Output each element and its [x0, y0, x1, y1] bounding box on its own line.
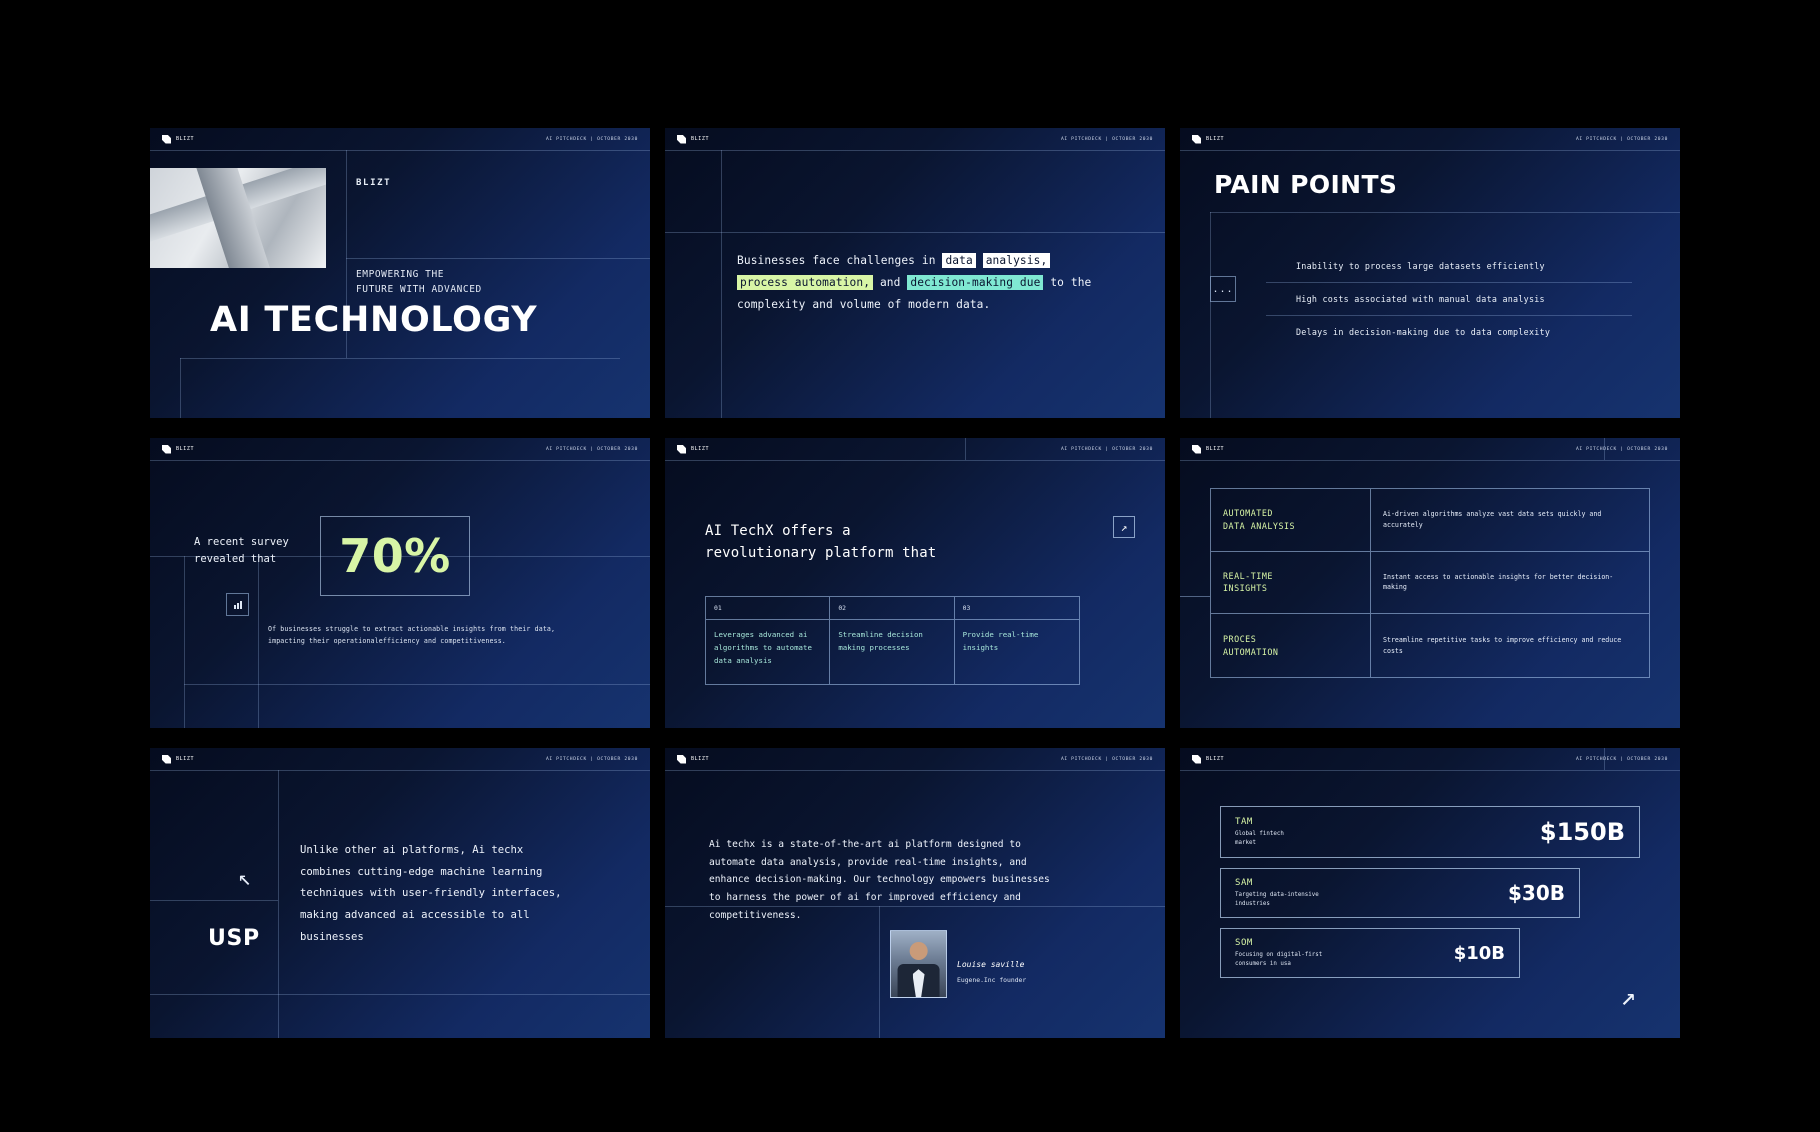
pain-point-list [1266, 250, 1632, 348]
capability-key-line1: PROCES [1223, 634, 1257, 645]
deck-meta: AI PITCHDECK | OCTOBER 2030 [1060, 446, 1153, 452]
logo-mark-icon [1192, 755, 1201, 764]
brand-logo [677, 445, 709, 454]
market-row-text [1235, 938, 1322, 968]
slide-4-statistic[interactable] [150, 438, 650, 728]
divider [184, 556, 185, 728]
market-value: $10B [1453, 942, 1505, 964]
text-part: Businesses face challenges in [737, 254, 943, 267]
market-label: TAM [1235, 816, 1253, 827]
slide-header [665, 128, 1165, 150]
capability-key-line2: INSIGHTS [1223, 583, 1268, 594]
market-sub-line1: Global fintech [1235, 830, 1284, 837]
highlight-decision-making: decision-making due [907, 275, 1043, 290]
list-item: Inability to process large datasets efficiently [1266, 250, 1632, 283]
usp-label: USP [208, 926, 260, 951]
slide-3-pain-points[interactable] [1180, 128, 1680, 418]
brand-name: BLIZT [691, 446, 710, 452]
logo-mark-icon [162, 135, 171, 144]
deck-meta: AI PITCHDECK | OCTOBER 2030 [1575, 446, 1668, 452]
market-sub-line1: Targeting data-intensive [1235, 891, 1319, 898]
divider [665, 150, 1165, 151]
slide-header [1180, 128, 1680, 150]
cover-subtitle-line2: FUTURE WITH ADVANCED [356, 283, 482, 295]
deck-meta: AI PITCHDECK | OCTOBER 2030 [1575, 756, 1668, 762]
slide-1-cover[interactable] [150, 128, 650, 418]
market-row-tam [1220, 806, 1640, 858]
brand-logo [1192, 755, 1224, 764]
slide-title-line2: revolutionary platform that [705, 545, 937, 562]
capability-key-line2: AUTOMATION [1223, 646, 1279, 657]
text-part: to the complexity and volume of modern data. [737, 275, 1092, 311]
divider [180, 358, 620, 359]
divider [184, 684, 650, 685]
divider [150, 900, 278, 901]
capability-value: Instant access to actionable insights for better decision-making [1371, 552, 1649, 615]
deck-meta: AI PITCHDECK | OCTOBER 2030 [1575, 136, 1668, 142]
deck-meta: AI PITCHDECK | OCTOBER 2030 [1060, 136, 1153, 142]
text-part [976, 254, 983, 267]
capability-key [1211, 614, 1371, 677]
cover-subtitle-line1: EMPOWERING THE [356, 269, 445, 280]
divider [1180, 460, 1680, 461]
capability-key-text [1223, 507, 1295, 532]
ellipsis-icon: ... [1210, 276, 1236, 302]
feature-number: 02 [830, 597, 954, 620]
capability-key-line1: REAL-TIME [1223, 570, 1273, 581]
divider [1180, 596, 1210, 597]
deck-meta: AI PITCHDECK | OCTOBER 2030 [545, 756, 638, 762]
market-sub-line2: market [1235, 839, 1256, 846]
brand-name: BLIZT [1206, 136, 1225, 142]
slide-header [1180, 438, 1680, 460]
slide-header [150, 748, 650, 770]
slide-header [665, 748, 1165, 770]
statistic-note: Of businesses struggle to extract actionable insights from their data, impacting their operationalefficiency and competitiveness. [268, 625, 556, 646]
divider [1180, 770, 1680, 771]
slide-header [1180, 748, 1680, 770]
survey-lead-line1: A recent survey [194, 536, 289, 548]
cover-brand-label: BLIZT [356, 178, 392, 188]
brand-logo [1192, 445, 1224, 454]
problem-statement [737, 250, 1103, 316]
divider [150, 460, 650, 461]
brand-logo [1192, 135, 1224, 144]
market-value: $30B [1508, 881, 1565, 905]
divider [258, 556, 259, 728]
slide-9-market-size[interactable] [1180, 748, 1680, 1038]
slide-title [705, 520, 1015, 565]
brand-name: BLIZT [176, 446, 195, 452]
highlight-analysis: analysis, [983, 253, 1051, 268]
brand-name: BLIZT [176, 136, 195, 142]
capability-key-text [1223, 570, 1273, 595]
list-item: High costs associated with manual data analysis [1266, 283, 1632, 316]
market-label: SOM [1235, 937, 1253, 948]
divider [879, 906, 880, 1038]
usp-body: Unlike other ai platforms, Ai techx combines cutting-edge machine learning techniques with user-friendly interfaces, making advanced ai accessible to all businesses [300, 844, 562, 943]
slide-header [665, 438, 1165, 460]
deck-meta: AI PITCHDECK | OCTOBER 2030 [1060, 756, 1153, 762]
brand-logo [162, 445, 194, 454]
statistic-value: 70% [320, 516, 470, 596]
feature-text: Leverages advanced ai algorithms to automate data analysis [706, 620, 830, 684]
brand-name: BLIZT [691, 756, 710, 762]
feature-table [705, 596, 1080, 685]
brand-logo [677, 135, 709, 144]
divider [278, 770, 279, 1038]
market-sub-line2: industries [1235, 900, 1270, 907]
slide-5-platform[interactable] [665, 438, 1165, 728]
divider [180, 358, 181, 418]
market-row-text [1235, 878, 1319, 908]
capability-key-line2: DATA ANALYSIS [1223, 520, 1296, 531]
slide-6-capabilities[interactable] [1180, 438, 1680, 728]
market-sub-line1: Focusing on digital-first [1235, 951, 1323, 958]
survey-lead [194, 534, 319, 568]
divider [1210, 212, 1211, 418]
market-value: $150B [1539, 818, 1625, 846]
survey-lead-line2: revealed that [194, 552, 277, 565]
highlight-data: data [942, 253, 975, 268]
avatar-head [909, 942, 928, 960]
divider [665, 460, 1165, 461]
cover-title: AI TECHNOLOGY [210, 300, 538, 340]
capability-value: Streamline repetitive tasks to improve efficiency and reduce costs [1383, 635, 1622, 655]
divider [1604, 748, 1605, 770]
market-row-text [1235, 817, 1284, 847]
slide-header [150, 128, 650, 150]
market-label: SAM [1235, 877, 1253, 888]
arrow-up-right-icon[interactable]: ↗ [1113, 516, 1135, 538]
avatar [890, 930, 947, 998]
slide-8-about[interactable] [665, 748, 1165, 1038]
market-sub-line2: consumers in usa [1235, 960, 1291, 967]
arrow-up-left-icon: ↖ [238, 866, 252, 891]
divider [1604, 438, 1605, 460]
page-title: PAIN POINTS [1214, 170, 1398, 199]
capability-value: Ai-driven algorithms analyze vast data sets quickly and accurately [1371, 489, 1649, 552]
logo-mark-icon [677, 445, 686, 454]
market-row-sam [1220, 868, 1580, 918]
logo-mark-icon [1192, 135, 1201, 144]
divider [965, 438, 966, 460]
logo-mark-icon [162, 445, 171, 454]
chart-bar-icon [226, 593, 249, 616]
divider [150, 994, 650, 995]
logo-mark-icon [162, 755, 171, 764]
divider [665, 232, 1165, 233]
text-part: and [873, 275, 908, 289]
slide-deck-grid [150, 128, 1690, 1038]
deck-meta: AI PITCHDECK | OCTOBER 2030 [545, 136, 638, 142]
person-role: Eugene.Inc founder [957, 976, 1027, 984]
deck-meta: AI PITCHDECK | OCTOBER 2030 [545, 446, 638, 452]
cover-image [150, 168, 326, 268]
capability-key-line1: AUTOMATED [1223, 508, 1273, 519]
capability-key-text [1223, 633, 1278, 658]
list-item: Delays in decision-making due to data complexity [1296, 327, 1551, 337]
brand-name: BLIZT [1206, 756, 1225, 762]
logo-mark-icon [677, 755, 686, 764]
market-row-som [1220, 928, 1520, 978]
logo-mark-icon [677, 135, 686, 144]
feature-text: Streamline decision making processes [830, 620, 954, 684]
highlight-process-automation: process automation, [737, 275, 873, 290]
slide-header [150, 438, 650, 460]
brand-logo [162, 755, 194, 764]
brand-name: BLIZT [1206, 446, 1225, 452]
person-name: Louise saville [957, 960, 1025, 969]
capability-key [1211, 552, 1371, 615]
arrow-up-right-icon: ↗ [1620, 982, 1636, 1012]
feature-number: 03 [955, 597, 1079, 620]
brand-name: BLIZT [691, 136, 710, 142]
capabilities-table [1210, 488, 1650, 678]
about-body: Ai techx is a state-of-the-art ai platform designed to automate data analysis, provide real-time insights, and enhance decision-making. Our technology empowers businesses to harness the power of ai for improved efficiency and competitiveness. [709, 839, 1050, 921]
feature-text: Provide real-time insights [962, 630, 1039, 652]
brand-logo [677, 755, 709, 764]
divider [150, 150, 650, 151]
capability-key [1211, 489, 1371, 552]
logo-mark-icon [1192, 445, 1201, 454]
brand-logo [162, 135, 194, 144]
brand-name: BLIZT [176, 756, 195, 762]
slide-title-line1: AI TechX offers a [705, 523, 851, 539]
slide-2-problem[interactable] [665, 128, 1165, 418]
cover-subtitle [356, 268, 482, 297]
divider [1180, 150, 1680, 151]
divider [150, 770, 650, 771]
divider [721, 150, 722, 418]
divider [665, 770, 1165, 771]
divider [1210, 212, 1680, 213]
divider [346, 258, 650, 259]
slide-7-usp[interactable] [150, 748, 650, 1038]
feature-number: 01 [706, 597, 830, 620]
